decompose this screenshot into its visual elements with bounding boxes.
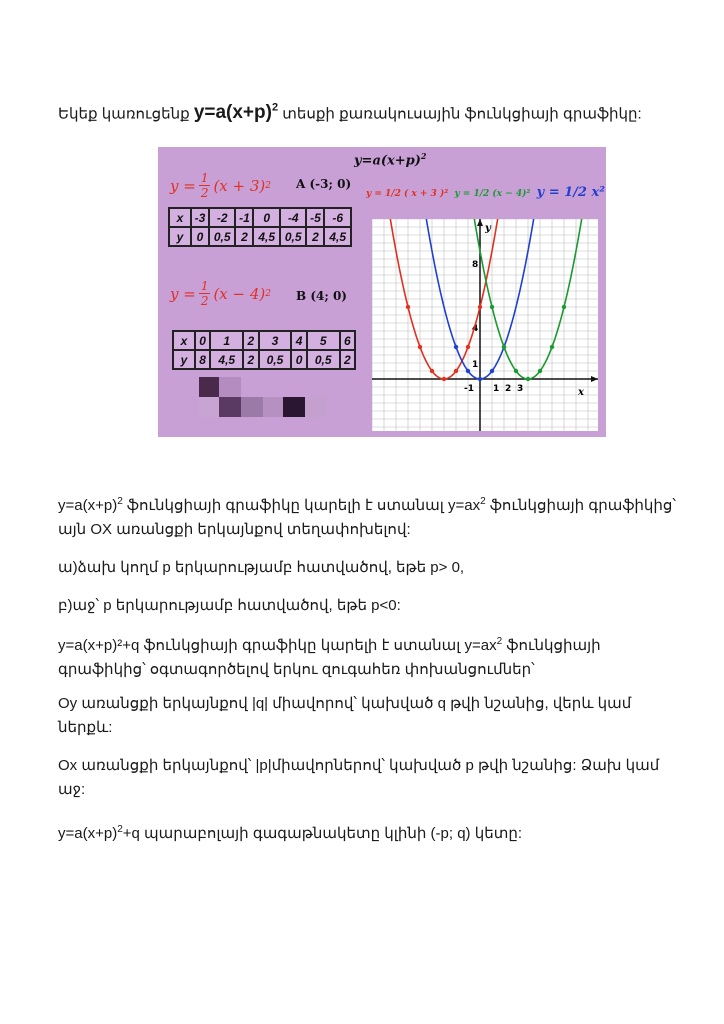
t2-x-3: 2 xyxy=(243,331,258,350)
curve-point xyxy=(466,345,470,349)
heading-formula xyxy=(194,102,278,123)
t1-x-6: -5 xyxy=(306,208,324,227)
t2-x-0: x xyxy=(173,331,195,350)
f2-num: 1 xyxy=(200,279,209,293)
t2-y-1: 8 xyxy=(195,350,210,369)
t1-x-7: -6 xyxy=(324,208,351,227)
p7-b: +q պարաբոլայի գագաթնակետը կլինի (-p; q) կետը: xyxy=(122,825,522,842)
tick-x-2: 2 xyxy=(505,384,512,394)
curve-point xyxy=(514,369,518,373)
t1-y-0: y xyxy=(169,227,191,246)
t1-y-6: 2 xyxy=(306,227,324,246)
t1-y-7: 4,5 xyxy=(324,227,351,246)
paragraph-7 xyxy=(58,818,678,846)
curve-point xyxy=(490,305,494,309)
curve-point xyxy=(466,369,470,373)
t2-x-7: 6 xyxy=(340,331,355,350)
f1-num: 1 xyxy=(200,171,209,185)
t1-y-5: 0,5 xyxy=(280,227,307,246)
f2-fraction xyxy=(199,279,211,308)
f2-rhs: (x − 4) xyxy=(213,284,266,303)
f1-den: 2 xyxy=(200,186,209,200)
t2-y-0: y xyxy=(173,350,195,369)
curve-point xyxy=(478,377,482,381)
formula-shift-right xyxy=(170,279,271,308)
tick-y-8: 8 xyxy=(472,260,479,270)
f2-lhs: y = xyxy=(170,284,196,303)
page-heading xyxy=(58,102,642,124)
t1-x-1: -3 xyxy=(191,208,209,227)
f1-fraction xyxy=(199,171,211,200)
curve-point xyxy=(550,345,554,349)
curve-point xyxy=(502,345,506,349)
t2-x-6: 5 xyxy=(307,331,340,350)
tick-y-4: 4 xyxy=(472,324,479,334)
heading-exponent: 2 xyxy=(271,102,279,114)
heading-prefix: Եկեք կառուցենք xyxy=(58,105,194,123)
legend-green: y = 1/2 (x − 4)² xyxy=(454,189,531,199)
parabola-figure xyxy=(158,147,606,437)
t2-y-6: 0,5 xyxy=(307,350,340,369)
t2-y-2: 4,5 xyxy=(210,350,243,369)
p1-exp2: 2 xyxy=(480,496,486,507)
heading-suffix: տեսքի քառակուսային ֆունկցիայի գրաֆիկը: xyxy=(278,105,642,123)
t1-y-2: 0,5 xyxy=(209,227,236,246)
table1-y-row xyxy=(169,227,351,246)
tick-y-1: 1 xyxy=(472,360,479,370)
curve-point xyxy=(406,305,410,309)
t1-y-3: 2 xyxy=(235,227,253,246)
p1-exp1: 2 xyxy=(117,496,123,507)
curve-point xyxy=(454,369,458,373)
t2-y-3: 2 xyxy=(243,350,258,369)
figure-title-text: y=a(x+p) xyxy=(354,153,421,169)
table2-x-row xyxy=(173,331,355,350)
formula-shift-left xyxy=(170,171,271,200)
t2-x-2: 1 xyxy=(210,331,243,350)
t1-y-1: 0 xyxy=(191,227,209,246)
f1-lhs: y = xyxy=(170,176,196,195)
pixelated-redaction xyxy=(199,377,327,417)
f2-den: 2 xyxy=(200,294,209,308)
t1-x-2: -2 xyxy=(209,208,236,227)
curve-point xyxy=(454,345,458,349)
values-table-2 xyxy=(172,330,356,370)
paragraph-6: Ox առանցքի երկայնքով՝ |p|միավորներով՝ կախված p թվի նշանից: Ձախ կամ աջ: xyxy=(58,757,660,798)
tick-x-3: 3 xyxy=(517,384,524,394)
curve-point xyxy=(562,305,566,309)
heading-formula-text: y=a(x+p) xyxy=(193,102,272,124)
f1-rhs: (x + 3) xyxy=(213,176,266,195)
curve-point xyxy=(478,305,482,309)
figure-title xyxy=(354,151,426,168)
t2-y-4: 0,5 xyxy=(259,350,292,369)
t1-x-4: 0 xyxy=(253,208,280,227)
p4-b: ֆունկցիայի գրաֆիկից՝ օգտագործելով երկու զուգահեռ փոխանցումներ՝ xyxy=(58,637,601,678)
graph-legend xyxy=(366,185,605,200)
t2-x-1: 0 xyxy=(195,331,210,350)
p1-b: ֆունկցիայի գրաֆիկը կարելի է ստանալ y=ax xyxy=(122,497,481,514)
p1-a: y=a(x+p) xyxy=(58,497,118,514)
p4-a: y=a(x+p)²+q ֆունկցիայի գրաֆիկը կարելի է ստանալ y=ax xyxy=(58,637,497,654)
paragraph-3: բ)աջ՝ p երկարությամբ հատվածով, եթե p<0: xyxy=(58,597,401,614)
point-b-label: B (4; 0) xyxy=(296,289,347,303)
t2-y-5: 0 xyxy=(291,350,306,369)
legend-red: y = 1/2 ( x + 3 )² xyxy=(366,189,449,199)
table1-x-row xyxy=(169,208,351,227)
tick-x-neg1: -1 xyxy=(464,384,474,394)
p4-exp: 2 xyxy=(496,636,503,647)
p7-exp: 2 xyxy=(117,824,123,835)
t2-y-7: 2 xyxy=(340,350,355,369)
t1-x-0: x xyxy=(169,208,191,227)
t2-x-5: 4 xyxy=(291,331,306,350)
paragraph-4 xyxy=(58,630,678,682)
figure-title-exp: 2 xyxy=(420,151,427,161)
f2-exp: 2 xyxy=(265,288,271,299)
curve-point xyxy=(430,369,434,373)
values-table-1 xyxy=(168,207,352,247)
curve-point xyxy=(490,369,494,373)
t1-x-3: -1 xyxy=(235,208,253,227)
paragraph-1 xyxy=(58,490,678,542)
paragraph-2: ա)ձախ կողմ p երկարությամբ հատվածով, եթե p> 0, xyxy=(58,559,465,576)
legend-blue: y = 1/2 x² xyxy=(536,185,605,200)
p1-c: ֆունկցիայի գրաֆիկից՝ այն OX առանցքի երկայնքով տեղափոխելով: xyxy=(58,497,676,538)
tick-x-1: 1 xyxy=(493,384,500,394)
y-axis-label: y xyxy=(485,223,491,234)
t2-x-4: 3 xyxy=(259,331,292,350)
parabola-graph xyxy=(372,219,598,431)
curve-point xyxy=(418,345,422,349)
x-axis-label: x xyxy=(578,387,584,398)
curve-point xyxy=(538,369,542,373)
t1-y-4: 4,5 xyxy=(253,227,280,246)
f1-exp: 2 xyxy=(265,180,271,191)
curve-point xyxy=(442,377,446,381)
p7-a: y=a(x+p) xyxy=(58,825,118,842)
t1-x-5: -4 xyxy=(280,208,307,227)
paragraph-5: Oy առանցքի երկայնքով |q| միավորով՝ կախված q թվի նշանից, վերև կամ ներքև: xyxy=(58,695,632,736)
curve-point xyxy=(526,377,530,381)
point-a-label: A (-3; 0) xyxy=(296,177,352,191)
table2-y-row xyxy=(173,350,355,369)
